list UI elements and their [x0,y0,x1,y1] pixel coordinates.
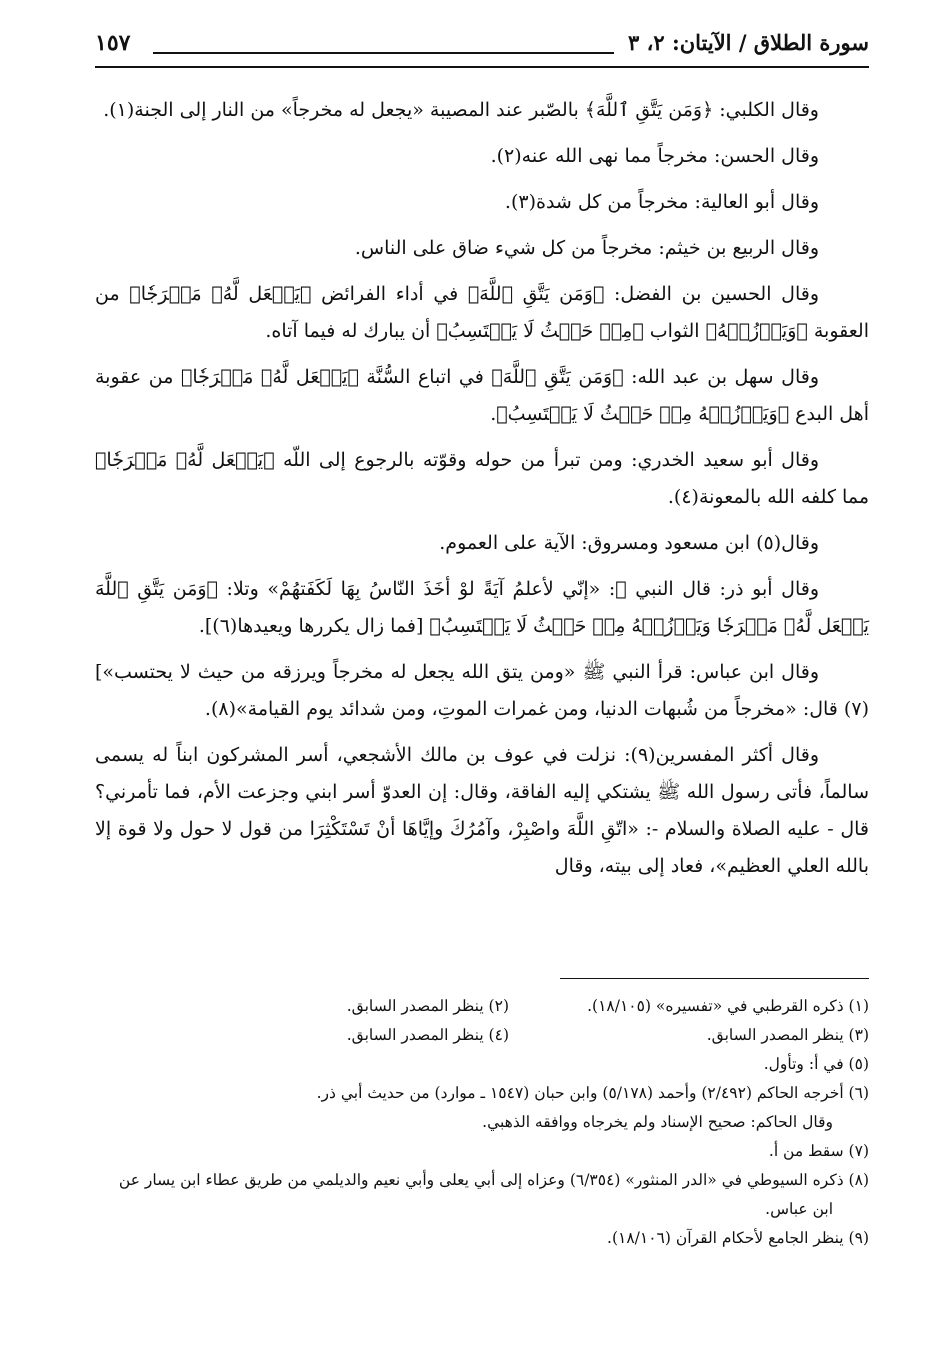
paragraph: وقال الربيع بن خيثم: مخرجاً من كل شيء ضاق على الناس. [354,237,819,259]
paragraph: وقال الحسن: مخرجاً مما نهى الله عنه(٢). [490,145,819,167]
footnote-3: (٣) ينظر المصدر السابق. [706,1026,869,1044]
footnote-row [110,1021,869,1050]
paragraph: وقال سهل بن عبد الله: ﴿وَمَن يَتَّقِ ٱللَّهَ﴾ في اتباع السُّنَّة ﴿يَجۡعَل لَّهُۥ مَخۡرَجٗا﴾ من عقوبة أهل البدع ﴿وَيَرۡزُقۡهُ مِنۡ حَيۡثُ لَا يَحۡتَسِبُ﴾. [95,366,869,425]
footnote-2: (٢) ينظر المصدر السابق. [346,997,509,1015]
paragraph: وقال أبو ذر: قال النبي ﷺ: «إنّي لأعلمُ آيَةً لوْ أخَذَ النّاسُ بِهَا لَكَفَتهُمْ» وتلا: ﴿وَمَن يَتَّقِ ٱللَّهَ يَجۡعَل لَّهُۥ مَخۡرَجٗا وَيَرۡزُقۡهُ مِنۡ حَيۡثُ لَا يَحۡتَسِبُ﴾ [فما زال يكررها ويعيدها(٦)]. [95,578,869,637]
footnote-5: (٥) في أ: وتأول. [763,1055,869,1073]
paragraph: وقال أبو سعيد الخدري: ومن تبرأ من حوله وقوّته بالرجوع إلى اللّه ﴿يَجۡعَل لَّهُۥ مَخۡرَجٗا﴾ مما كلفه الله بالمعونة(٤). [95,449,869,508]
footnotes [110,992,869,1253]
footnote-4: (٤) ينظر المصدر السابق. [346,1026,509,1044]
running-title: سورة الطلاق / الآيتان: ٢، ٣ [627,30,869,55]
footnote-1: (١) ذكره القرطبي في «تفسيره» (١٨/١٠٥). [587,997,869,1015]
footnote-6-continuation: وقال الحاكم: صحيح الإسناد ولم يخرجاه ووافقه الذهبي. [482,1113,833,1131]
footnote-8: (٨) ذكره السيوطي في «الدر المنثور» (٦/٣٥٤) وعزاه إلى أبي يعلى وأبي نعيم والديلمي من طريق عطاء ابن يسار عن ابن عباس. [118,1171,869,1218]
header-dash-line [153,52,614,54]
paragraph: وقال أكثر المفسرين(٩): نزلت في عوف بن مالك الأشجعي، أسر المشركون ابناً له يسمى سالماً، فأتى رسول الله ﷺ يشتكي إليه الفاقة، وقال: إن العدوّ أسر ابني وجزعت الأم، فما تأمرني؟ قال - عليه الصلاة والسلام -: «اتّقِ اللَّهَ واصْبِرْ، وآمُرُكَ وإيَّاهَا أنْ تَسْتَكْثِرَا من قول لا حول ولا قوة إلا بالله العلي العظيم»، فعاد إلى بيته، وقال [95,744,869,877]
header-rule [95,66,869,68]
footnotes-separator [560,978,869,979]
footnote-9: (٩) ينظر الجامع لأحكام القرآن (١٨/١٠٦). [607,1229,869,1247]
footnote-row [110,992,869,1021]
paragraph: وقال الحسين بن الفضل: ﴿وَمَن يَتَّقِ ٱللَّهَ﴾ في أداء الفرائض ﴿يَجۡعَل لَّهُۥ مَخۡرَجٗا﴾ من العقوبة ﴿وَيَرۡزُقۡهُ﴾ الثواب ﴿مِنۡ حَيۡثُ لَا يَحۡتَسِبُ﴾ أن يبارك له فيما آتاه. [95,283,869,342]
footnote-7: (٧) سقط من أ. [768,1142,869,1160]
paragraph: وقال ابن عباس: قرأ النبي ﷺ «ومن يتق الله يجعل له مخرجاً ويرزقه من حيث لا يحتسب»](٧) قال: «مخرجاً من شُبهات الدنيا، ومن غمرات الموتِ، ومن شدائد يوم القيامة»(٨). [95,661,869,720]
paragraph: وقال أبو العالية: مخرجاً من كل شدة(٣). [504,191,819,213]
page-number: ١٥٧ [95,30,131,56]
paragraph: وقال(٥) ابن مسعود ومسروق: الآية على العموم. [439,532,819,554]
paragraph: وقال الكلبي: ﴿وَمَن يَتَّقِ ٱللَّهَ﴾ بالصّبر عند المصيبة «يجعل له مخرجاً» من النار إلى الجنة(١). [103,99,819,121]
page-header [95,28,869,68]
main-text [95,92,869,894]
footnote-6: (٦) أخرجه الحاكم (٢/٤٩٢) وأحمد (٥/١٧٨) وابن حبان (١٥٤٧ ـ موارد) من حديث أبي ذر. [316,1084,869,1102]
